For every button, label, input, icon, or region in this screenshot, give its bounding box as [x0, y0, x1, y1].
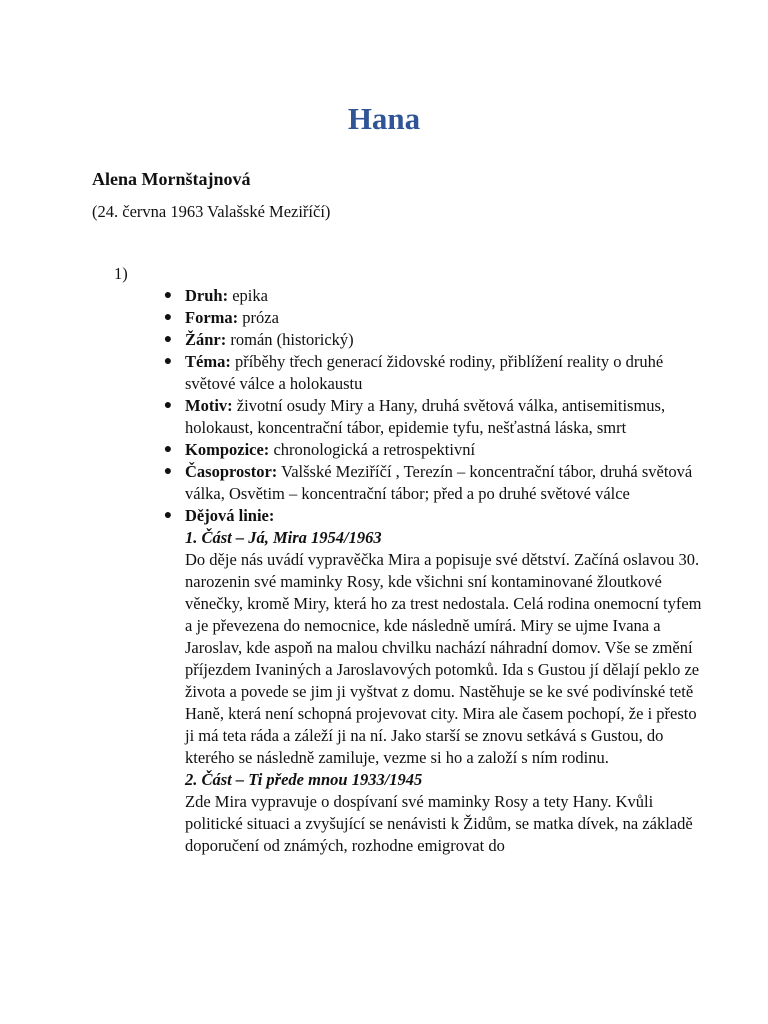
- bullet-icon: ●: [163, 464, 173, 479]
- list-item: [163, 439, 705, 461]
- list-item: [163, 285, 705, 307]
- bullet-icon: ●: [163, 442, 173, 457]
- list-item: [163, 307, 705, 329]
- item-text: próza: [238, 308, 279, 327]
- item-label: Časoprostor:: [185, 462, 278, 481]
- bullet-icon: ●: [163, 354, 173, 369]
- list-item: [163, 395, 705, 439]
- author-birth: (24. června 1963 Valašské Meziříčí): [92, 202, 331, 221]
- list-item: [163, 351, 705, 395]
- item-text: Valšské Meziříčí , Terezín – koncentrační tábor, druhá světová válka, Osvětim – koncentrační tábor; před a po druhé světové válce: [185, 462, 693, 503]
- author-name: Alena Mornštajnová: [92, 169, 251, 189]
- part-1-text: Do děje nás uvádí vypravěčka Mira a popisuje své dětství. Začíná oslavou 30. narozenin své maminky Rosy, kde všichni sní kontaminované žloutkové věnečky, kromě Miry, která ho za trest nedostala. Celá rodina onemocní tyfem a je převezena do nemocnice, kde následně umírá. Miry se ujme Ivana a Jaroslav, kde aspoň na malou chvilku nachází náhradní domov. Vše se změní příjezdem Ivaniných a Jaroslavových potomků. Ida s Gustou jí dělají peklo ze života a povede se jim ji vyštvat z domu. Nastěhuje se ke své podivínské tetě Haně, která není schopná projevovat city. Mira ale časem pochopí, že i přesto ji má teta ráda a záleží ji na ní. Jako starší se znovu setkává s Gustou, do kterého se následně zamiluje, vezme si ho a založí s ním rodinu.: [185, 550, 702, 767]
- item-text: chronologická a retrospektivní: [269, 440, 476, 459]
- part-2-heading: 2. Část – Ti přede mnou 1933/1945: [185, 770, 423, 789]
- item-label: Dějová linie:: [185, 506, 275, 525]
- item-text: román (historický): [226, 330, 354, 349]
- document-title: Hana: [347, 101, 421, 136]
- bullet-icon: ●: [163, 310, 173, 325]
- part-1-heading: 1. Část – Já, Mira 1954/1963: [185, 528, 382, 547]
- bullet-icon: ●: [163, 508, 173, 523]
- item-label: Motiv:: [185, 396, 233, 415]
- bullet-icon: ●: [163, 288, 173, 303]
- part-2-text: Zde Mira vypravuje o dospívaní své maminky Rosy a tety Hany. Kvůli politické situaci a zvyšující se nenávisti k Židům, se matka dívek, na základě doporučení od známých, rozhodne emigrovat do: [185, 792, 693, 855]
- item-label: Forma:: [185, 308, 239, 327]
- item-label: Téma:: [185, 352, 231, 371]
- item-text: životní osudy Miry a Hany, druhá světová válka, antisemitismus, holokaust, koncentrační tábor, epidemie tyfu, nešťastná láska, smrt: [185, 396, 666, 437]
- item-text: příběhy třech generací židovské rodiny, přiblížení reality o druhé světové válce a holokaustu: [185, 352, 664, 393]
- bullet-icon: ●: [163, 398, 173, 413]
- item-label: Druh:: [185, 286, 229, 305]
- item-label: Kompozice:: [185, 440, 270, 459]
- list-item: [163, 329, 705, 351]
- bullet-icon: ●: [163, 332, 173, 347]
- list-item: [163, 505, 705, 857]
- section-number: 1): [114, 264, 128, 283]
- info-list: [163, 285, 705, 857]
- list-item: [163, 461, 705, 505]
- item-label: Žánr:: [185, 330, 227, 349]
- item-text: epika: [228, 286, 268, 305]
